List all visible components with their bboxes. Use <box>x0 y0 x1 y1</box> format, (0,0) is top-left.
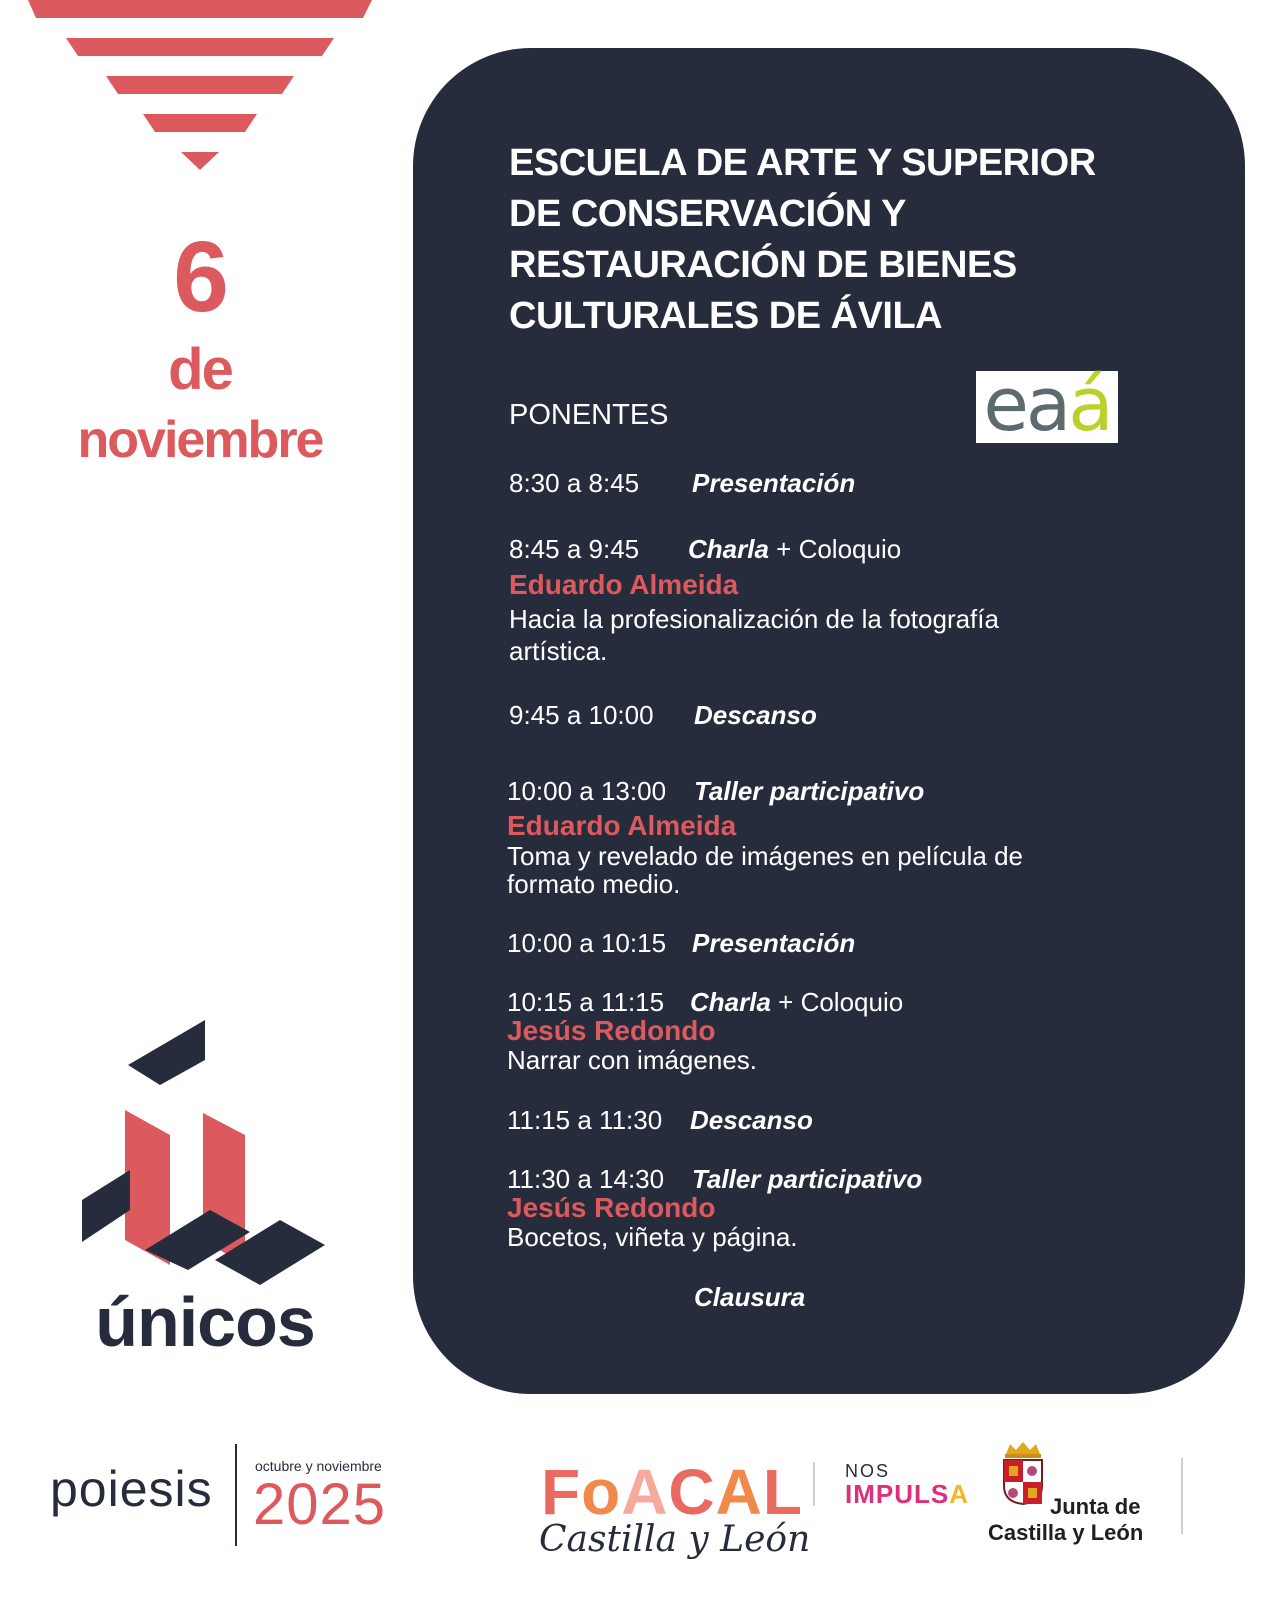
foacal-letter: o <box>581 1456 622 1528</box>
impulsa-label <box>845 1479 969 1509</box>
logo-separator <box>1181 1458 1183 1534</box>
schedule-time: 10:00 a 10:15 <box>507 928 667 958</box>
foacal-logo <box>541 1457 803 1527</box>
speaker-name: Jesús Redondo <box>507 1192 716 1223</box>
date-preposition: de <box>168 337 232 402</box>
foacal-letter: A <box>715 1456 763 1528</box>
talk-description-line: Toma y revelado de imágenes en película de <box>507 841 1023 871</box>
unicos-wordmark: únicos <box>95 1283 315 1361</box>
logo-separator <box>813 1462 815 1506</box>
schedule-time: 11:15 a 11:30 <box>507 1105 663 1135</box>
schedule-activity-type: Charla <box>688 534 769 564</box>
schedule-time: 10:00 a 13:00 <box>507 776 667 806</box>
school-title-line: DE CONSERVACIÓN Y <box>509 193 906 235</box>
speaker-name: Eduardo Almeida <box>507 810 737 841</box>
coat-of-arms-icon <box>1000 1440 1046 1506</box>
schedule-time: 10:15 a 11:15 <box>507 987 665 1017</box>
junta-line-1: Junta de <box>1050 1494 1141 1519</box>
schedule-row <box>509 468 639 498</box>
schedule-activity <box>688 534 901 564</box>
schedule-activity-extra: + Coloquio <box>778 987 904 1017</box>
school-title-line: ESCUELA DE ARTE Y SUPERIOR <box>509 142 1096 184</box>
schedule-activity: Presentación <box>692 928 856 958</box>
speaker-name: Eduardo Almeida <box>509 569 739 600</box>
poiesis-wordmark: poiesis <box>50 1461 213 1517</box>
schedule-time: 8:30 a 8:45 <box>509 468 640 498</box>
foacal-letter: A <box>621 1456 669 1528</box>
talk-description <box>507 842 1107 898</box>
schedule-activity <box>690 987 903 1017</box>
stripe-2 <box>66 38 334 56</box>
schedule-time: 11:30 a 14:30 <box>507 1164 665 1194</box>
season-label: octubre y noviembre <box>255 1458 382 1474</box>
foacal-letter: C <box>668 1456 716 1528</box>
talk-description <box>507 1221 1107 1253</box>
impulsa-text: IMPULS <box>845 1479 950 1509</box>
junta-line-2: Castilla y León <box>988 1520 1144 1545</box>
talk-description <box>509 603 1109 667</box>
school-logo-a: a <box>1025 362 1069 448</box>
speaker-name: Jesús Redondo <box>507 1015 716 1046</box>
stripe-4 <box>143 114 257 132</box>
schedule-activity-extra: + Coloquio <box>776 534 902 564</box>
nos-label: NOS <box>845 1461 891 1481</box>
schedule-activity-type: Charla <box>690 987 771 1017</box>
talk-description-line: formato medio. <box>507 869 681 899</box>
schedule-activity: Descanso <box>690 1105 813 1135</box>
stripes-decoration <box>0 0 400 180</box>
talk-description-line: Bocetos, viñeta y página. <box>507 1222 798 1252</box>
stripe-5 <box>181 152 219 170</box>
schedule-time: 9:45 a 10:00 <box>509 700 654 730</box>
school-logo-e: e <box>983 362 1026 448</box>
school-logo <box>976 362 1118 448</box>
foacal-letter: L <box>762 1456 803 1528</box>
footer-divider <box>235 1444 237 1546</box>
impulsa-last-letter: A <box>949 1479 970 1509</box>
talk-description <box>507 1044 1107 1076</box>
schedule-activity: Taller participativo <box>694 776 925 806</box>
date-month: noviembre <box>77 411 323 469</box>
stripe-3 <box>106 76 294 94</box>
school-title <box>509 138 1189 342</box>
talk-description-line: Narrar con imágenes. <box>507 1045 757 1075</box>
schedule-time: 8:45 a 9:45 <box>509 534 640 564</box>
date-day: 6 <box>173 221 227 333</box>
schedule-activity: Taller participativo <box>692 1164 923 1194</box>
foacal-subtitle: Castilla y León <box>539 1519 811 1560</box>
talk-description-line: artística. <box>509 636 608 666</box>
school-title-line: CULTURALES DE ÁVILA <box>509 295 943 337</box>
schedule-activity: Descanso <box>694 700 817 730</box>
school-logo-a-accent: á <box>1068 362 1111 448</box>
year-label: 2025 <box>253 1472 387 1537</box>
schedule-activity: Clausura <box>694 1282 806 1312</box>
foacal-letter: F <box>541 1456 582 1528</box>
schedule-activity: Presentación <box>692 468 856 498</box>
talk-description-line: Hacia la profesionalización de la fotografía <box>509 604 999 634</box>
school-title-line: RESTAURACIÓN DE BIENES <box>509 244 1017 286</box>
unicos-logo-mark <box>70 1020 340 1290</box>
speakers-heading: PONENTES <box>509 399 669 431</box>
stripe-1 <box>28 0 372 18</box>
